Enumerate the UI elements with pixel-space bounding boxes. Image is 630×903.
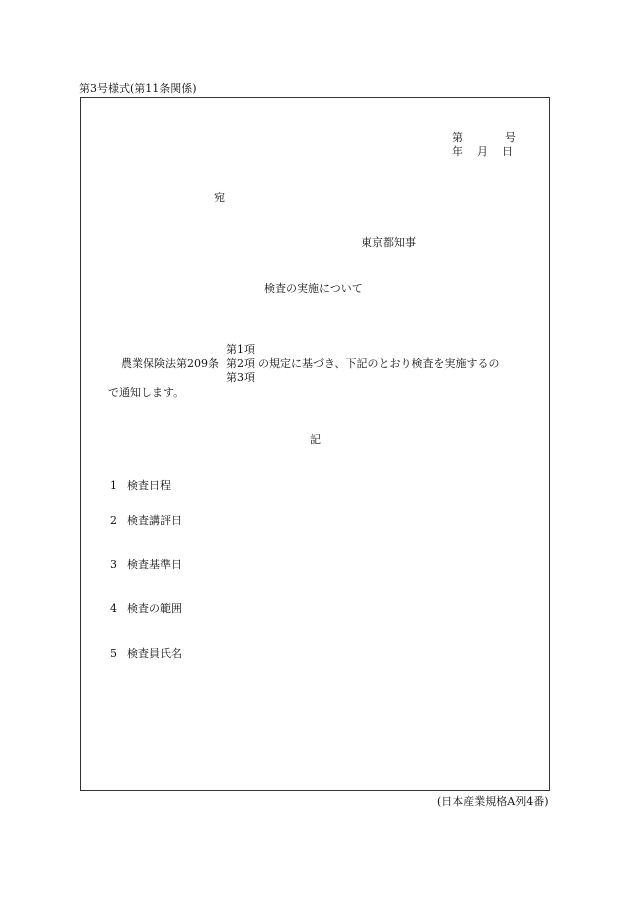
- date-year: 年: [452, 145, 463, 158]
- clause-2: 第2項: [226, 357, 255, 370]
- clause-1: 第1項: [226, 343, 255, 356]
- number-dai: 第: [452, 131, 463, 144]
- document-title: 検査の実施について: [264, 282, 363, 295]
- date-month: 月: [477, 145, 488, 158]
- item-4-number: 4: [110, 602, 117, 615]
- item-5-label: 検査員氏名: [127, 647, 182, 660]
- item-5-number: 5: [110, 647, 117, 660]
- form-number-label: 第3号様式(第11条関係): [79, 82, 197, 95]
- item-2-number: 2: [110, 514, 117, 527]
- addressee-suffix: 宛: [214, 191, 225, 204]
- paper-size-note: (日本産業規格A列4番): [437, 795, 549, 808]
- sender-name: 東京都知事: [361, 236, 416, 249]
- body-text-line2: で通知します。: [108, 386, 185, 399]
- ki-heading: 記: [310, 433, 321, 446]
- item-2-label: 検査講評日: [127, 514, 182, 527]
- law-reference: 農業保険法第209条: [121, 357, 219, 370]
- item-1-label: 検査日程: [127, 479, 171, 492]
- body-text-line1: の規定に基づき、下記のとおり検査を実施するの: [258, 357, 500, 370]
- clause-3: 第3項: [226, 371, 255, 384]
- item-1-number: 1: [110, 479, 117, 492]
- item-4-label: 検査の範囲: [127, 602, 182, 615]
- date-day: 日: [502, 145, 513, 158]
- item-3-label: 検査基準日: [127, 558, 182, 571]
- number-go: 号: [505, 131, 516, 144]
- item-3-number: 3: [110, 558, 117, 571]
